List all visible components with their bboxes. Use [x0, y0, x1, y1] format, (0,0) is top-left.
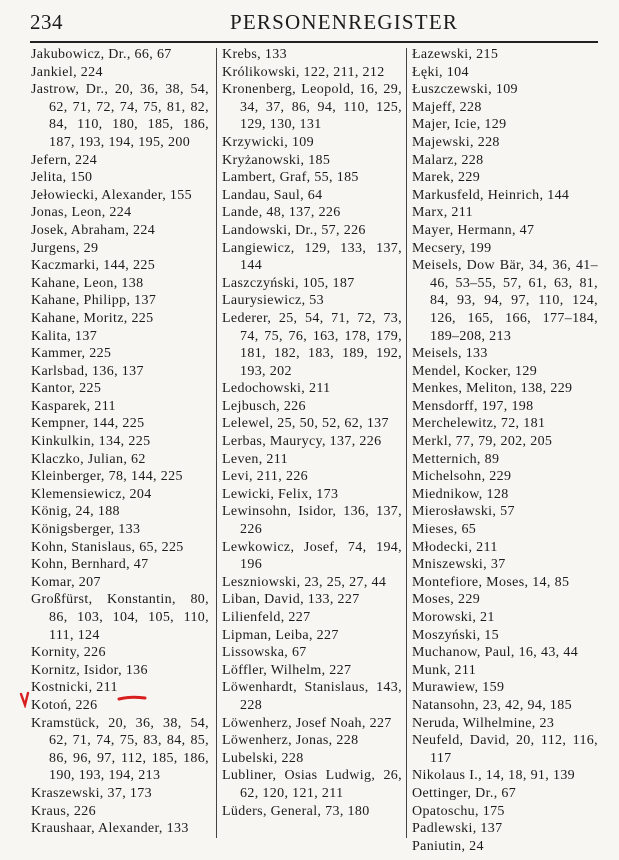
index-entry: Lilienfeld, 227 [222, 610, 311, 625]
index-entry: Kohn, Bernhard, 47 [31, 557, 149, 573]
index-entry: Mayer, Hermann, 47 [412, 222, 535, 238]
index-entry: Michelsohn, 229 [412, 469, 512, 485]
index-entry: Lejbusch, 226 [222, 398, 306, 414]
index-entry: Kaczmarki, 144, 225 [31, 258, 156, 274]
index-entry: Kantor, 225 [31, 381, 102, 397]
index-entry: Laszczyński, 105, 187 [222, 275, 355, 291]
index-entry: Jankiel, 224 [31, 64, 103, 80]
index-entry: Lewinsohn, Isidor, 136, 137, 226 [222, 504, 402, 538]
index-entry: Königsberger, 133 [31, 522, 141, 538]
index-entry: Karlsbad, 136, 137 [31, 363, 144, 379]
index-entry: Kraus, 226 [31, 803, 96, 819]
index-entry: Landau, Saul, 64 [222, 187, 323, 203]
index-column-3 [412, 46, 598, 855]
index-entry: Mensdorff, 197, 198 [412, 398, 534, 414]
index-entry: Kronenberg, Leopold, 16, 29, 34, 37, 86, 94, 110, 125, 129, 130, 131 [222, 82, 402, 133]
index-entry: Kornitz, Isidor, 136 [31, 662, 148, 678]
index-entry: Kasparek, 211 [31, 398, 116, 414]
index-entry: Moszyński, 15 [412, 627, 499, 643]
column-divider [216, 48, 217, 838]
index-entry: Markusfeld, Heinrich, 144 [412, 187, 570, 203]
column-divider [406, 48, 407, 838]
index-entry: Levi, 211, 226 [222, 469, 309, 485]
index-entry: Marx, 211 [412, 205, 473, 221]
index-entry: Majewski, 228 [412, 134, 500, 150]
index-entry: Oettinger, Dr., 67 [412, 785, 517, 801]
index-entry: Löwenhardt, Stanislaus, 143, 228 [222, 680, 402, 713]
index-entry: Meisels, 133 [412, 346, 488, 362]
index-entry: Młodecki, 211 [412, 539, 498, 555]
index-entry: Muchanow, Paul, 16, 43, 44 [412, 645, 579, 661]
index-entry: Krebs, 133 [222, 47, 287, 62]
index-entry: Kotoń, 226 [31, 697, 98, 713]
index-entry: Kempner, 144, 225 [31, 416, 145, 432]
index-entry: Komar, 207 [31, 574, 101, 590]
index-entry: Lerbas, Maurycy, 137, 226 [222, 434, 382, 450]
index-entry: Meisels, Dow Bär, 34, 36, 41–46, 53–55, 57, 61, 63, 81, 84, 93, 94, 97, 110, 124, 126, 165, 166, 177–184, 189–208, 213 [412, 258, 598, 344]
index-entry: Kahane, Philipp, 137 [31, 293, 157, 309]
index-entry: Marek, 229 [412, 170, 481, 186]
index-entry: Kleinberger, 78, 144, 225 [31, 469, 183, 485]
index-entry: Munk, 211 [412, 662, 477, 678]
index-entry: Metternich, 89 [412, 451, 500, 467]
index-column-1 [31, 46, 209, 838]
index-entry: Natansohn, 23, 42, 94, 185 [412, 697, 572, 713]
index-entry: Löwenherz, Josef Noah, 227 [222, 715, 392, 731]
annotation-check-stroke [21, 693, 28, 705]
index-entry: Opatoschu, 175 [412, 803, 505, 819]
index-entry: Kramstück, 20, 36, 38, 54, 62, 71, 74, 75, 83, 84, 85, 86, 96, 97, 112, 185, 186, 190, 193, 194, 213 [31, 715, 209, 784]
index-entry: Klemensiewicz, 204 [31, 486, 152, 502]
index-entry: Kornity, 226 [31, 645, 106, 661]
index-entry: Nikolaus I., 14, 18, 91, 139 [412, 768, 576, 784]
index-entry: Lubelski, 228 [222, 750, 304, 766]
index-entry: Merkl, 77, 79, 202, 205 [412, 434, 553, 450]
index-entry: Klaczko, Julian, 62 [31, 451, 146, 467]
index-entry: Kahane, Moritz, 225 [31, 310, 154, 326]
index-entry: Łęki, 104 [412, 64, 469, 80]
index-entry: Menkes, Meliton, 138, 229 [412, 381, 573, 397]
index-entry: Leven, 211 [222, 451, 288, 467]
index-column-2 [222, 46, 402, 820]
index-entry: Lüders, General, 73, 180 [222, 803, 370, 819]
index-entry: Kryżanowski, 185 [222, 152, 331, 168]
index-entry: Löwenherz, Jonas, 228 [222, 733, 359, 749]
index-entry: Paniutin, 24 [412, 838, 484, 854]
index-entry: Löffler, Wilhelm, 227 [222, 662, 352, 678]
index-entry: Lelewel, 25, 50, 52, 62, 137 [222, 416, 389, 432]
index-entry: Mieses, 65 [412, 522, 477, 538]
running-title: PERSONENREGISTER [230, 10, 459, 34]
index-entry: Malarz, 228 [412, 152, 484, 168]
index-entry: Królikowski, 122, 211, 212 [222, 64, 385, 80]
index-entry: Kraushaar, Alexander, 133 [31, 821, 189, 837]
index-entry: Montefiore, Moses, 14, 85 [412, 574, 570, 590]
index-entry: Kraszewski, 37, 173 [31, 785, 152, 801]
index-entry: Ledochowski, 211 [222, 381, 331, 397]
index-entry: Neufeld, David, 20, 112, 116, 117 [412, 733, 598, 766]
index-entry: Kostnicki, 211 [31, 680, 118, 696]
index-entry: Majeff, 228 [412, 99, 482, 115]
index-entry: Lissowska, 67 [222, 645, 307, 661]
page-header [30, 10, 600, 40]
index-entry: Łuszczewski, 109 [412, 82, 518, 98]
index-entry: Jastrow, Dr., 20, 36, 38, 54, 62, 71, 72, 74, 75, 81, 82, 84, 110, 180, 185, 186, 187, 193, 194, 195, 200 [31, 82, 209, 150]
index-entry: Lipman, Leiba, 227 [222, 627, 339, 643]
index-entry: Langiewicz, 129, 133, 137, 144 [222, 240, 402, 274]
index-entry: Neruda, Wilhelmine, 23 [412, 715, 555, 731]
index-entry: Großfürst, Konstantin, 80, 86, 103, 104, 105, 110, 111, 124 [31, 592, 209, 643]
index-entry: Miednikow, 128 [412, 486, 509, 502]
index-entry: Padlewski, 137 [412, 821, 503, 837]
index-entry: Merchelewitz, 72, 181 [412, 416, 546, 432]
index-entry: Lewkowicz, Josef, 74, 194, 196 [222, 539, 402, 573]
index-entry: Jełowiecki, Alexander, 155 [31, 187, 192, 203]
index-entry: Lewicki, Felix, 173 [222, 486, 339, 502]
index-entry: Łazewski, 215 [412, 47, 499, 62]
index-entry: Lederer, 25, 54, 71, 72, 73, 74, 75, 76, 163, 178, 179, 181, 182, 183, 189, 192, 193, 202 [222, 310, 402, 379]
index-entry: Laurysiewicz, 53 [222, 293, 325, 309]
index-entry: Josek, Abraham, 224 [31, 222, 156, 238]
index-entry: Kinkulkin, 134, 225 [31, 434, 151, 450]
index-entry: Jefern, 224 [31, 152, 98, 168]
index-entry: Krzywicki, 109 [222, 134, 314, 150]
index-entry: Mendel, Kocker, 129 [412, 363, 538, 379]
index-entry: Landowski, Dr., 57, 226 [222, 222, 366, 238]
index-entry: Liban, David, 133, 227 [222, 592, 360, 608]
index-entry: Majer, Icie, 129 [412, 117, 507, 133]
index-entry: Lambert, Graf, 55, 185 [222, 170, 359, 186]
index-entry: Morowski, 21 [412, 610, 495, 625]
index-entry: Mierosławski, 57 [412, 504, 515, 520]
index-entry: Lande, 48, 137, 226 [222, 205, 341, 221]
index-entry: König, 24, 188 [31, 504, 120, 520]
index-entry: Kammer, 225 [31, 346, 112, 362]
index-entry: Lubliner, Osias Ludwig, 26, 62, 120, 121, 211 [222, 768, 402, 801]
header-rule [30, 41, 598, 43]
index-entry: Jurgens, 29 [31, 240, 99, 256]
page-number: 234 [30, 10, 63, 34]
index-entry: Jelita, 150 [31, 170, 93, 186]
index-entry: Mniszewski, 37 [412, 557, 506, 573]
index-entry: Kahane, Leon, 138 [31, 275, 144, 291]
index-entry: Kalita, 137 [31, 328, 98, 344]
index-entry: Mecsery, 199 [412, 240, 492, 256]
index-entry: Moses, 229 [412, 592, 481, 608]
index-entry: Jakubowicz, Dr., 66, 67 [31, 47, 172, 62]
index-entry: Murawiew, 159 [412, 680, 505, 696]
index-entry: Leszniowski, 23, 25, 27, 44 [222, 574, 387, 590]
index-entry: Jonas, Leon, 224 [31, 205, 132, 221]
index-entry: Kohn, Stanislaus, 65, 225 [31, 539, 184, 555]
